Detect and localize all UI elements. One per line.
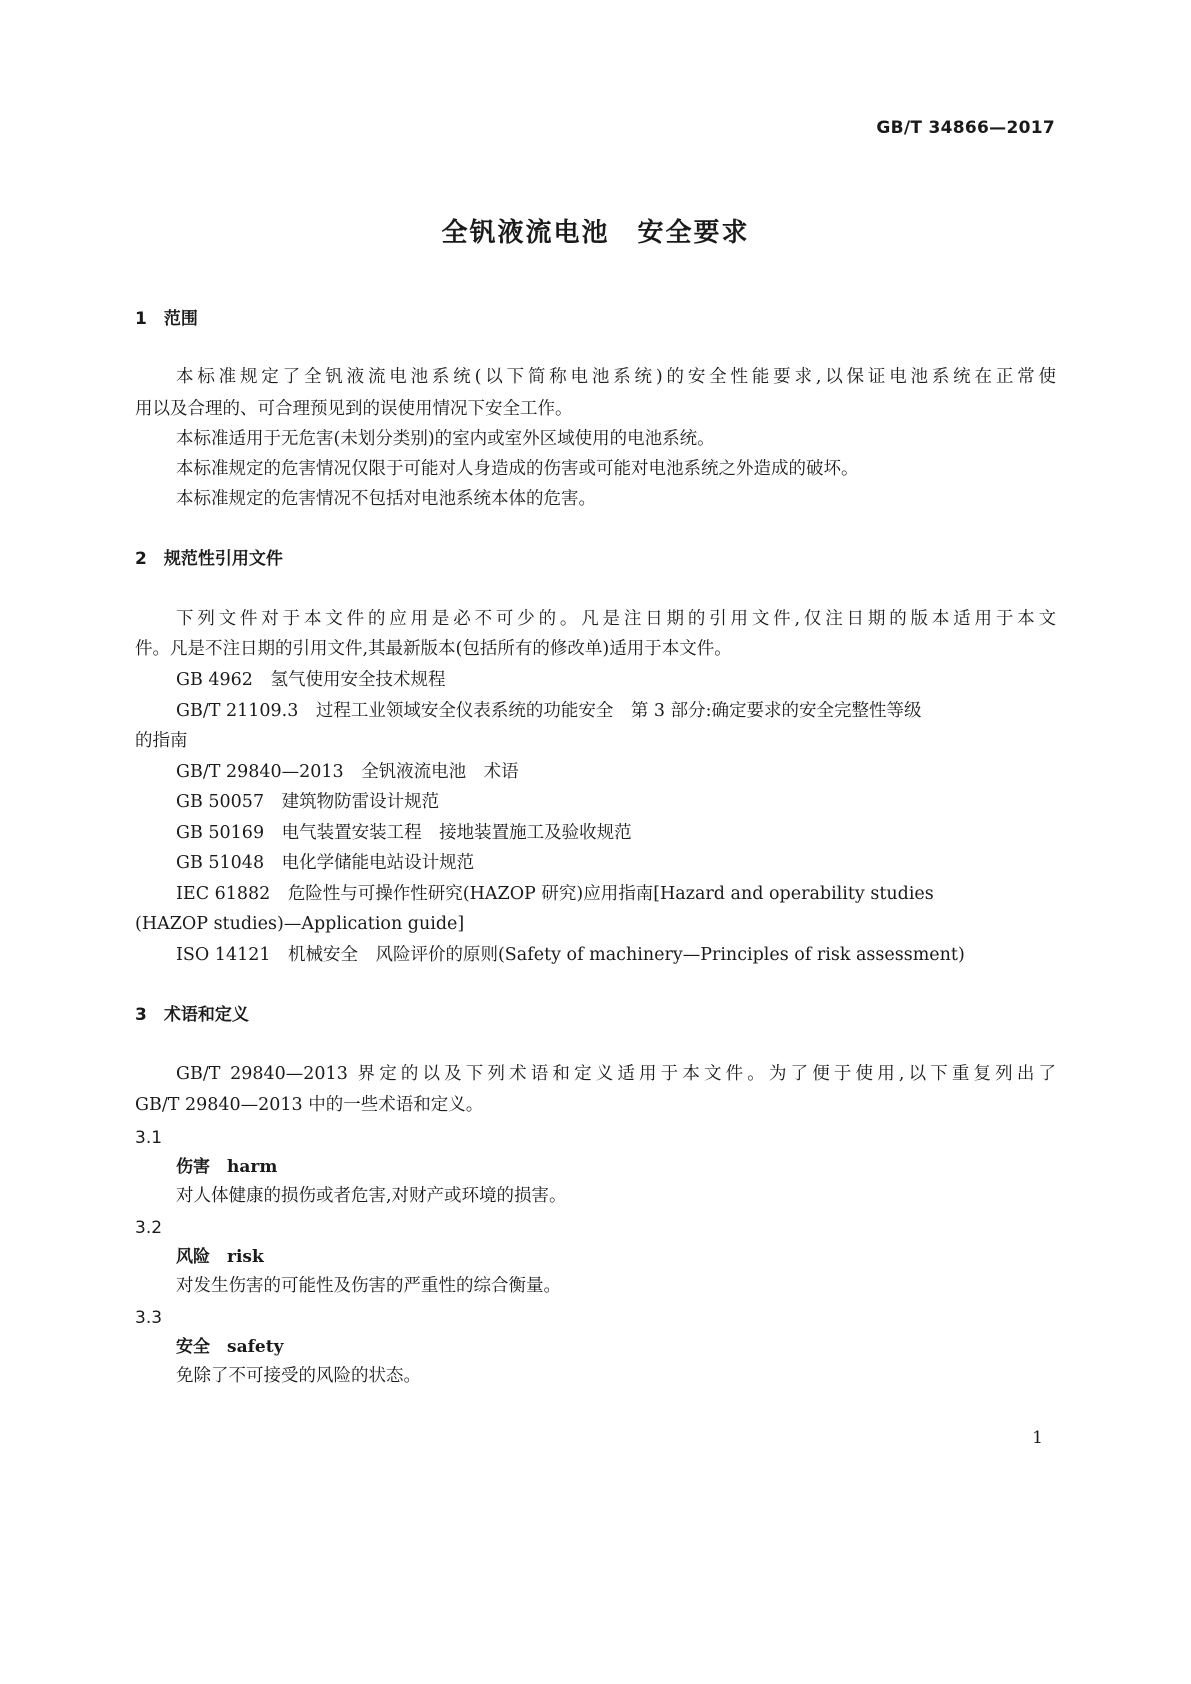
term-heading [176, 1334, 1056, 1360]
term-name-zh: 风险 [176, 1247, 210, 1267]
scope-paragraph-4: 本标准规定的危害情况不包括对电池系统本体的危害。 [176, 489, 596, 509]
term-number: 3.2 [135, 1218, 163, 1238]
reference-code: GB 50169 [176, 823, 265, 843]
section-heading-scope: 1 范围 [135, 309, 198, 329]
reference-code: ISO 14121 [176, 945, 271, 965]
reference-title: 机械安全 风险评价的原则(Safety of machinery—Principles of risk assessment) [287, 945, 965, 965]
scope-paragraph-1-line-1: 本标准规定了全钒液流电池系统(以下简称电池系统)的安全性能要求,以保证电池系统在正常使 [176, 367, 1056, 387]
references-intro-line-2: 件。凡是不注日期的引用文件,其最新版本(包括所有的修改单)适用于本文件。 [135, 639, 732, 659]
reference-title: 电气装置安装工程 接地装置施工及验收规范 [281, 823, 632, 843]
term-number: 3.1 [135, 1128, 163, 1148]
term-name-en: safety [227, 1337, 284, 1357]
page-number: 1 [1032, 1428, 1043, 1448]
reference-item [176, 759, 1056, 785]
term-heading [176, 1154, 1056, 1180]
reference-item [176, 698, 1056, 724]
reference-item [176, 820, 1056, 846]
scope-paragraph-1-line-2: 用以及合理的、可合理预见到的误使用情况下安全工作。 [135, 399, 573, 419]
term-heading [176, 1244, 1056, 1270]
reference-title: 建筑物防雷设计规范 [281, 792, 440, 812]
reference-item [176, 789, 1056, 815]
reference-code: GB 4962 [176, 670, 253, 690]
standard-code: GB/T 34866—2017 [876, 118, 1055, 138]
reference-title: 电化学储能电站设计规范 [281, 853, 475, 873]
document-title: 全钒液流电池 安全要求 [441, 218, 750, 248]
reference-code: GB 50057 [176, 792, 265, 812]
reference-code: GB/T 21109.3 [176, 701, 299, 721]
reference-item [176, 881, 1056, 907]
reference-title-continued: (HAZOP studies)—Application guide] [135, 914, 465, 934]
reference-title: 危险性与可操作性研究(HAZOP 研究)应用指南[Hazard and operability studies [287, 884, 934, 904]
reference-title: 过程工业领域安全仪表系统的功能安全 第 3 部分:确定要求的安全完整性等级 [315, 701, 922, 721]
term-definition: 对人体健康的损伤或者危害,对财产或环境的损害。 [176, 1186, 567, 1206]
references-intro-line-1: 下列文件对于本文件的应用是必不可少的。凡是注日期的引用文件,仅注日期的版本适用于本文 [176, 609, 1056, 629]
reference-code: IEC 61882 [176, 884, 271, 904]
reference-item [176, 850, 1056, 876]
term-name-zh: 伤害 [176, 1157, 210, 1177]
section-heading-terms-definitions: 3 术语和定义 [135, 1005, 249, 1025]
reference-title: 全钒液流电池 术语 [361, 762, 519, 782]
term-number: 3.3 [135, 1308, 163, 1328]
section-heading-normative-references: 2 规范性引用文件 [135, 549, 283, 569]
reference-code: GB 51048 [176, 853, 265, 873]
scope-paragraph-3: 本标准规定的危害情况仅限于可能对人身造成的伤害或可能对电池系统之外造成的破坏。 [176, 459, 859, 479]
terms-intro-line-1: GB/T 29840—2013 界定的以及下列术语和定义适用于本文件。为了便于使用,以下重复列出了 [176, 1064, 1056, 1084]
term-definition: 免除了不可接受的风险的状态。 [176, 1366, 421, 1386]
reference-item [176, 667, 1056, 693]
reference-title-continued: 的指南 [135, 731, 188, 751]
term-name-zh: 安全 [176, 1337, 210, 1357]
term-name-en: risk [227, 1247, 264, 1267]
reference-item [176, 942, 1056, 968]
term-name-en: harm [227, 1157, 278, 1177]
reference-title: 氢气使用安全技术规程 [270, 670, 446, 690]
term-definition: 对发生伤害的可能性及伤害的严重性的综合衡量。 [176, 1276, 561, 1296]
scope-paragraph-2: 本标准适用于无危害(未划分类别)的室内或室外区域使用的电池系统。 [176, 429, 715, 449]
reference-code: GB/T 29840—2013 [176, 762, 344, 782]
terms-intro-line-2: GB/T 29840—2013 中的一些术语和定义。 [135, 1095, 484, 1115]
